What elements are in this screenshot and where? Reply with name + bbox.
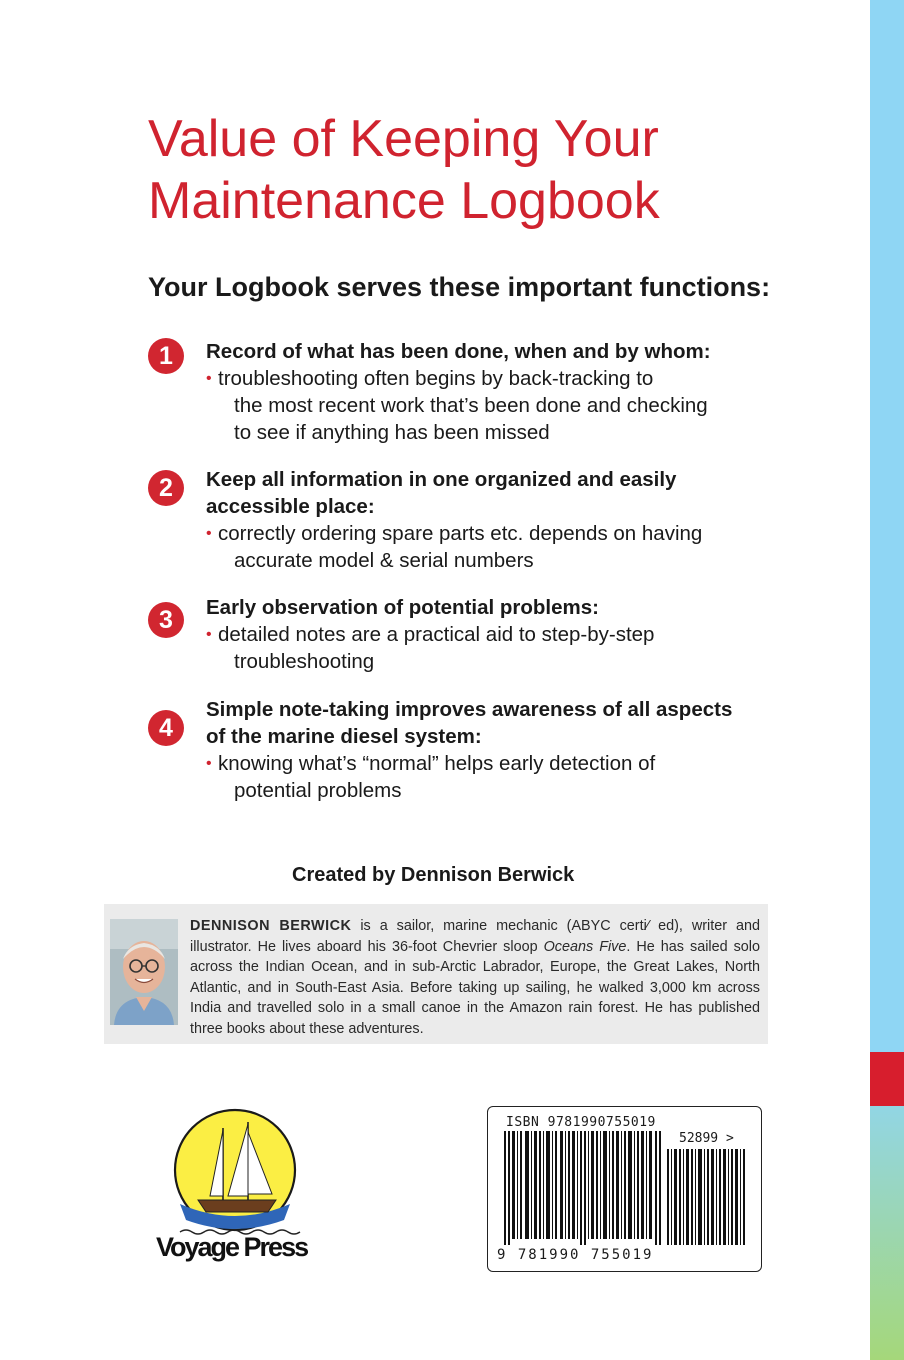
function-item-4 (148, 696, 788, 804)
price-barcode-bars (667, 1149, 747, 1245)
number-badge-1: 1 (148, 338, 184, 374)
item-bullet: • detailed notes are a practical aid to step-by-step (206, 623, 655, 646)
title-line-1: Value of Keeping Your (148, 110, 659, 168)
function-item-1 (148, 338, 788, 446)
isbn-barcode (487, 1106, 762, 1272)
isbn-label: ISBN 9781990755019 (506, 1115, 656, 1130)
item-heading: accessible place: (206, 495, 375, 518)
function-item-2 (148, 466, 788, 574)
item-continuation: accurate model & serial numbers (234, 549, 534, 572)
item-bullet: • correctly ordering spare parts etc. depends on having (206, 522, 703, 545)
strip-red (870, 1052, 904, 1106)
bullet-icon: • (206, 525, 212, 542)
bullet-icon: • (206, 370, 212, 387)
item-continuation: potential problems (234, 779, 402, 802)
barcode-bars (504, 1131, 662, 1245)
price-code: 52899 > (679, 1131, 734, 1146)
number-badge-2: 2 (148, 470, 184, 506)
item-heading: of the marine diesel system: (206, 725, 482, 748)
item-bullet: • troubleshooting often begins by back-tracking to (206, 367, 654, 390)
author-bio: DENNISON BERWICK is a sailor, marine mechanic (ABYC certi⁄ ed), writer and illustrator. He lives aboard his 36-foot Chevrier sloop Oceans Five. He has sailed solo across the Indian Ocean, and in sub-Arctic Labrador, Europe, the Great Lakes, North Atlantic, and in South-East Asia. Before taking up sailing, he walked 3,000 km across India and travelled solo in a small canoe in the Amazon rain forest. He has published three books about these adventures. (190, 918, 761, 1037)
strip-gradient (870, 1106, 904, 1360)
author-credit: Created by Dennison Berwick (292, 864, 575, 886)
item-continuation: to see if anything has been missed (234, 421, 550, 444)
number-badge-4: 4 (148, 710, 184, 746)
publisher-name: Voyage Press (156, 1232, 308, 1262)
bullet-icon: • (206, 626, 212, 643)
item-bullet: • knowing what’s “normal” helps early detection of (206, 752, 656, 775)
item-heading: Early observation of potential problems: (206, 596, 599, 619)
bio-name: DENNISON BERWICK (190, 918, 352, 934)
intro-heading: Your Logbook serves these important functions: (148, 272, 771, 302)
author-photo (110, 919, 178, 1025)
strip-blue (870, 0, 904, 1052)
boat-name: Oceans Five (543, 938, 627, 955)
item-continuation: the most recent work that’s been done and checking (234, 394, 708, 417)
number-badge-3: 3 (148, 602, 184, 638)
author-bio-box (104, 904, 768, 1044)
page-title (148, 108, 848, 232)
side-color-strip (870, 0, 904, 1360)
function-item-3 (148, 594, 788, 675)
isbn-digits: 9 781990 755019 (497, 1247, 654, 1263)
title-line-2: Maintenance Logbook (148, 172, 660, 230)
item-heading: Record of what has been done, when and by whom: (206, 340, 711, 363)
item-continuation: troubleshooting (234, 650, 375, 673)
item-heading: Keep all information in one organized and easily (206, 468, 677, 491)
item-heading: Simple note-taking improves awareness of all aspects (206, 698, 733, 721)
bullet-icon: • (206, 755, 212, 772)
